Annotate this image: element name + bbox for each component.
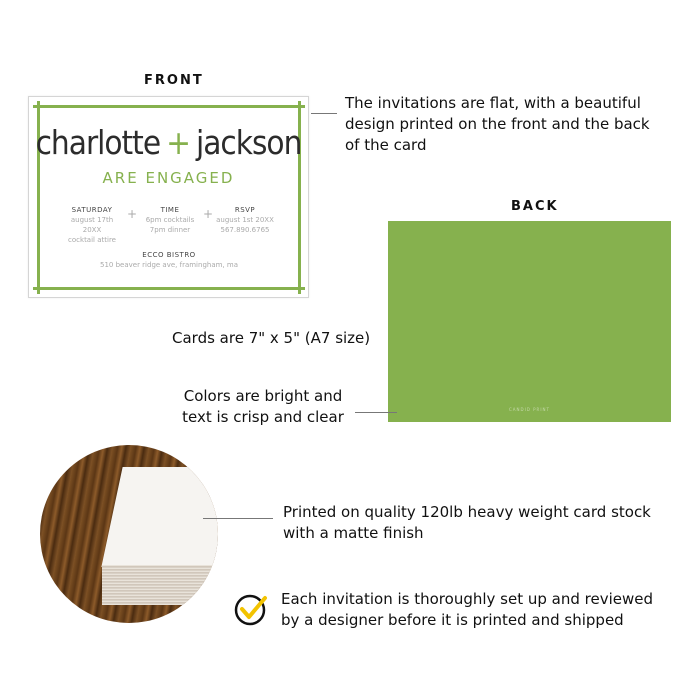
leader-line-stock <box>203 518 273 519</box>
name-1: charlotte <box>35 123 161 162</box>
name-2: jackson <box>195 123 302 162</box>
info-col-time-title: TIME <box>160 206 180 214</box>
info-plus-1: + <box>127 207 138 221</box>
frame-line-top <box>33 105 305 108</box>
info-col-time-line1: 6pm cocktails <box>145 216 195 224</box>
info-col-date <box>61 205 123 245</box>
note-card-size: Cards are 7" x 5" (A7 size) <box>172 329 371 347</box>
info-col-date-line2: cocktail attire <box>68 236 116 244</box>
info-col-rsvp-line1: august 1st 20XX <box>216 216 274 224</box>
front-label: FRONT <box>144 73 204 88</box>
info-col-date-line1: august 17th 20XX <box>70 216 114 234</box>
note-flat-design: The invitations are flat, with a beautiful design printed on the front and the back of the card <box>345 94 650 154</box>
back-card <box>388 221 671 422</box>
frame-line-bottom <box>33 287 305 290</box>
leader-line-front <box>311 113 337 114</box>
couple-names <box>29 123 308 162</box>
note-colors: Colors are bright and text is crisp and clear <box>182 387 344 426</box>
card-stack <box>102 467 218 607</box>
checkmark-icon <box>233 592 269 628</box>
info-col-date-title: SATURDAY <box>71 206 113 214</box>
front-invitation-card <box>28 96 309 298</box>
info-col-rsvp <box>215 205 275 235</box>
venue-block <box>89 250 249 270</box>
info-col-time <box>141 205 199 235</box>
names-plus: + <box>166 123 190 162</box>
info-col-rsvp-line2: 567.890.6765 <box>220 226 270 234</box>
info-col-rsvp-title: RSVP <box>234 206 256 214</box>
note-card-stock: Printed on quality 120lb heavy weight card stock with a matte finish <box>283 503 651 542</box>
back-card-mark: CANDID PRINT <box>509 407 550 412</box>
engaged-subtitle: ARE ENGAGED <box>102 169 235 187</box>
note-designer-review: Each invitation is thoroughly set up and reviewed by a designer before it is printed and shipped <box>281 590 653 629</box>
venue-name: ECCO BISTRO <box>142 251 196 259</box>
back-label: BACK <box>511 199 559 214</box>
info-col-time-line2: 7pm dinner <box>149 226 191 234</box>
info-plus-2: + <box>203 207 214 221</box>
leader-line-colors <box>355 412 397 413</box>
card-stock-photo <box>40 445 218 623</box>
venue-address: 510 beaver ridge ave, framingham, ma <box>100 261 238 269</box>
